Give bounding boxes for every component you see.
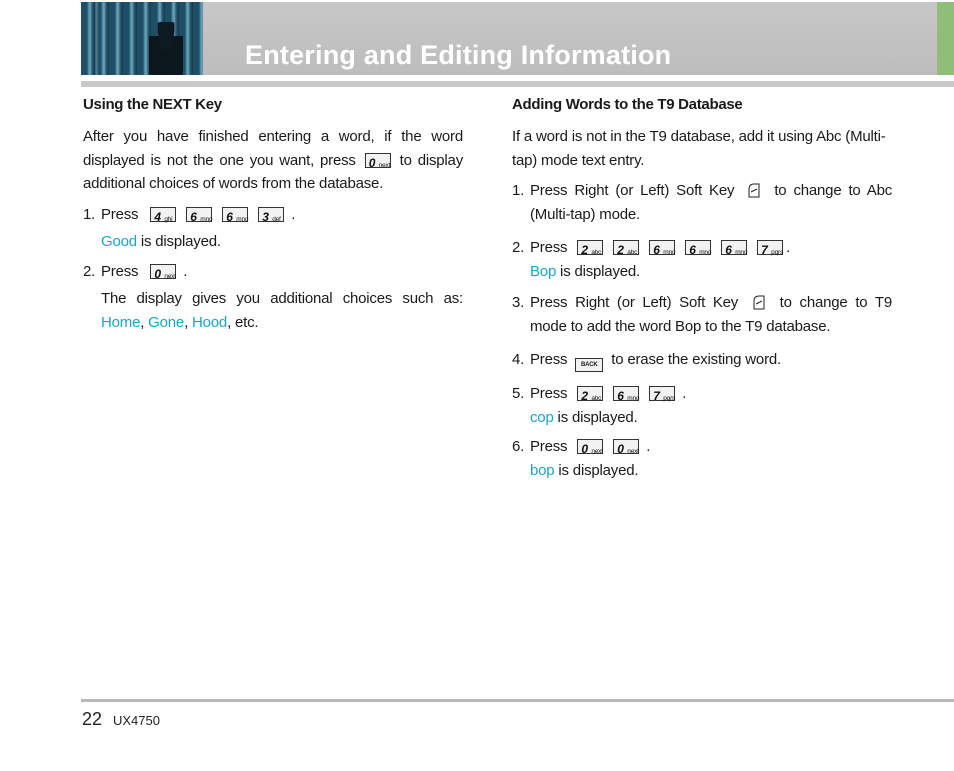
page-title: Entering and Editing Information [245,40,672,70]
key-6-mno: 6 mno [222,207,248,222]
key-0-next: 0 next [613,439,639,454]
right-step-5: 5. Press 2 abc 6 mno 7 pqrs . [512,385,687,403]
key-2-abc: 2 abc [613,240,639,255]
choice-hood: Hood [192,313,228,331]
right-intro: If a word is not in the T9 database, add it using Abc (Multi-tap) mode text entry. [512,128,886,169]
key-2-abc: 2 abc [577,386,603,401]
right-step-5-result: cop is displayed. [530,408,638,426]
key-6-mno: 6 mno [649,240,675,255]
left-intro-before: After you have finished entering a word, if the word displayed is not the one you want, press [83,128,463,169]
photo-figure [149,22,183,75]
key-3-def: 3 def [258,207,284,222]
key-6-mno: 6 mno [186,207,212,222]
key-7-pqrs: 7 pqrs [757,240,783,255]
key-2-abc: 2 abc [577,240,603,255]
result-word-bop: Bop [530,262,557,280]
result-word-cop: cop [530,408,554,426]
key-7-pqrs: 7 pqrs [649,386,675,401]
key-6-mno: 6 mno [685,240,711,255]
left-intro [83,125,463,196]
back-key: BACK [575,358,603,372]
choice-gone: Gone [148,313,185,331]
left-step-2-desc: The display gives you additional choices such as: Home, Gone, Hood, etc. [101,290,463,331]
right-column [512,96,892,482]
right-step-1: 1. Press Right (or Left) Soft Key to change to Abc (Multi-tap) mode. [512,182,893,223]
left-step-2: 2. Press 0 next . [83,262,188,281]
key-6-mno: 6 mno [613,386,639,401]
soft-key-icon [747,183,761,199]
header-accent-bar [937,2,954,75]
footer-divider [81,699,954,702]
left-heading: Using the NEXT Key [83,96,222,113]
right-step-4: 4. Press BACK to erase the existing word. [512,348,892,372]
right-step-2-result: Bop is displayed. [530,262,641,280]
key-6-mno: 6 mno [721,240,747,255]
header-photo [81,2,203,75]
result-word-good: Good [101,233,137,250]
header-divider [81,81,954,87]
key-0-next: 0 next [577,439,603,454]
key-0-next: 0 next [365,153,391,168]
model-name: UX4750 [113,713,160,728]
right-step-3: 3. Press Right (or Left) Soft Key to change to T9 mode to add the word Bop to the T9 database. [512,294,893,335]
key-0-next: 0 next [150,264,176,279]
left-intro-after: to display additional choices of words from the database. [83,151,463,192]
choice-home: Home [101,313,141,331]
right-step-6-result: bop is displayed. [530,461,639,479]
left-step-1-result: Good is displayed. [101,233,221,250]
left-step-1: 1. Press 4 ghi 6 mno 6 mno 3 def . [83,205,296,224]
left-column [83,96,463,334]
right-step-2: 2. Press 2 abc 2 abc 6 mno 6 mno 6 mno 7 pqrs . [512,239,791,257]
page-number: 22 [82,709,103,729]
right-step-6: 6. Press 0 next 0 next . [512,438,651,456]
result-word-bop-lower: bop [530,461,555,479]
right-heading: Adding Words to the T9 Database [512,96,743,113]
key-4-ghi: 4 ghi [150,207,176,222]
soft-key-icon [752,295,766,311]
